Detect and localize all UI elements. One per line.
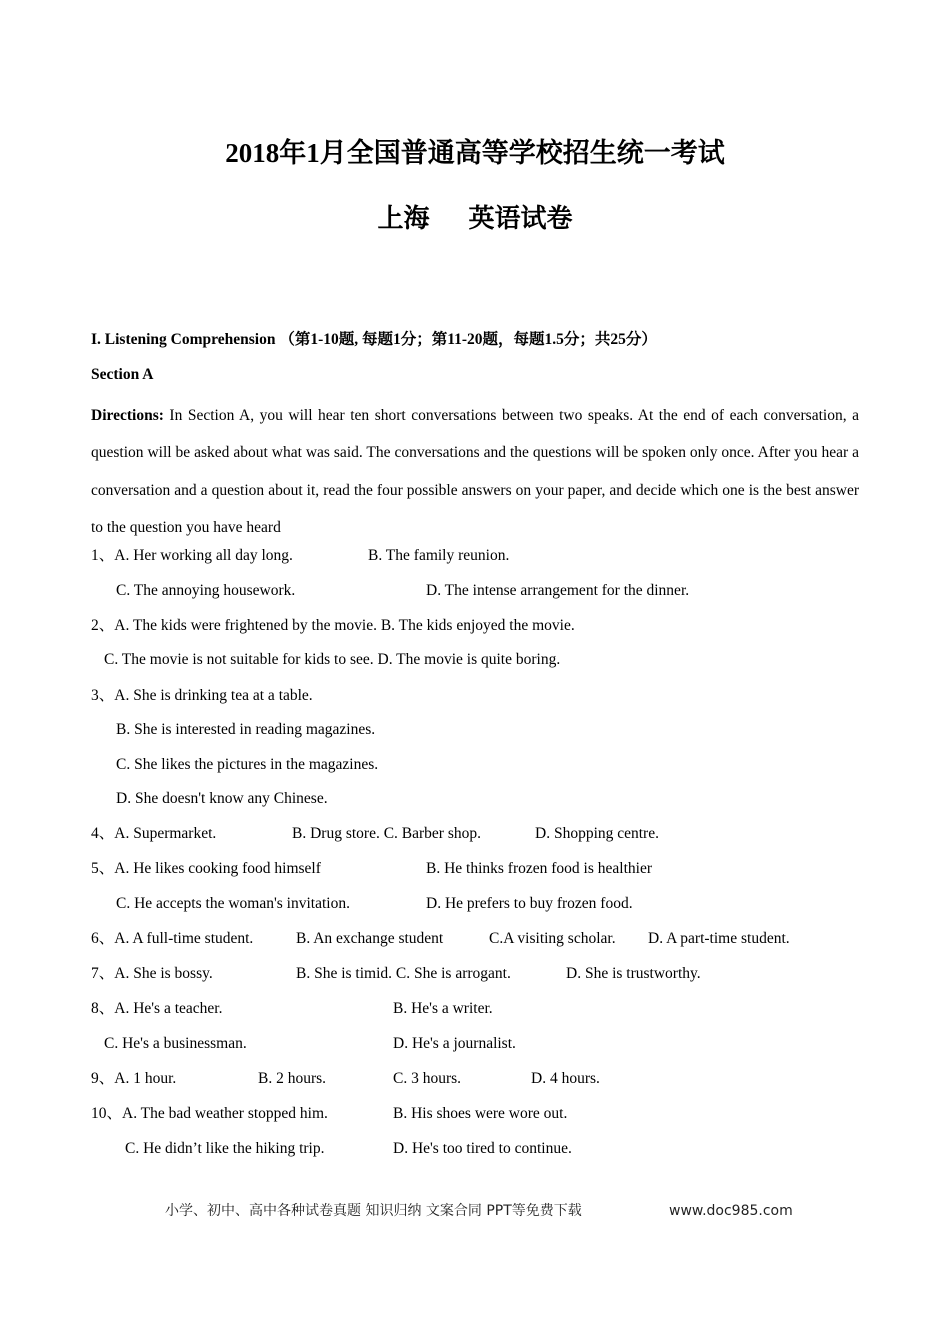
q6-option-b: B. An exchange student bbox=[296, 930, 444, 947]
directions-text: In Section A, you will hear ten short conversations between two speaks. At the end of each conversation, a question will be asked about what was said. The conversations and the questions will be spoken only once. After you hear a conversation and a question about it, read the four possible answers on your paper, and decide which one is the best answer to the question you have heard bbox=[91, 407, 859, 536]
q1-option-c: C. The annoying housework. bbox=[116, 582, 296, 599]
directions-paragraph bbox=[91, 397, 859, 546]
q3-option-b: B. She is interested in reading magazines. bbox=[116, 721, 376, 738]
q1-option-b: B. The family reunion. bbox=[368, 547, 510, 564]
q5-option-a: 5、A. He likes cooking food himself bbox=[91, 860, 321, 877]
q2-options-ab: 2、A. The kids were frightened by the movie. B. The kids enjoyed the movie. bbox=[91, 617, 575, 634]
q8-option-d: D. He's a journalist. bbox=[393, 1035, 516, 1052]
q6-option-d: D. A part-time student. bbox=[648, 930, 790, 947]
q5-option-c: C. He accepts the woman's invitation. bbox=[116, 895, 350, 912]
footer-url[interactable]: www.doc985.com bbox=[669, 1203, 793, 1219]
q4-options-bc: B. Drug store. C. Barber shop. bbox=[292, 825, 481, 842]
section-heading: I. Listening Comprehension （第1-10题, 每题1分；第11-20题，每题1.5分；共25分） bbox=[91, 331, 657, 348]
q7-option-d: D. She is trustworthy. bbox=[566, 965, 701, 982]
footer-promo-text: 小学、初中、高中各种试卷真题 知识归纳 文案合同 PPT等免费下载 bbox=[165, 1203, 582, 1219]
q9-option-b: B. 2 hours. bbox=[258, 1070, 327, 1087]
q3-option-a: 3、A. She is drinking tea at a table. bbox=[91, 687, 313, 704]
q5-option-d: D. He prefers to buy frozen food. bbox=[426, 895, 633, 912]
directions-label: Directions: bbox=[91, 407, 164, 424]
q1-option-d: D. The intense arrangement for the dinner. bbox=[426, 582, 690, 599]
q5-option-b: B. He thinks frozen food is healthier bbox=[426, 860, 652, 877]
q7-options-bc: B. She is timid. C. She is arrogant. bbox=[296, 965, 511, 982]
q8-option-b: B. He's a writer. bbox=[393, 1000, 493, 1017]
q8-option-c: C. He's a businessman. bbox=[104, 1035, 247, 1052]
q10-option-c: C. He didn’t like the hiking trip. bbox=[125, 1140, 325, 1157]
q3-option-c: C. She likes the pictures in the magazines. bbox=[116, 756, 379, 773]
q3-option-d: D. She doesn't know any Chinese. bbox=[116, 790, 328, 807]
q7-option-a: 7、A. She is bossy. bbox=[91, 965, 213, 982]
q4-option-a: 4、A. Supermarket. bbox=[91, 825, 217, 842]
q10-option-a: 10、A. The bad weather stopped him. bbox=[91, 1105, 328, 1122]
q10-option-d: D. He's too tired to continue. bbox=[393, 1140, 572, 1157]
q10-option-b: B. His shoes were wore out. bbox=[393, 1105, 568, 1122]
q2-options-cd: C. The movie is not suitable for kids to see. D. The movie is quite boring. bbox=[104, 651, 561, 668]
exam-subtitle: 上海 英语试卷 bbox=[377, 204, 573, 233]
exam-title: 2018年1月全国普通高等学校招生统一考试 bbox=[225, 138, 725, 168]
q4-option-d: D. Shopping centre. bbox=[535, 825, 659, 842]
q6-option-c: C.A visiting scholar. bbox=[489, 930, 616, 947]
q1-option-a: 1、A. Her working all day long. bbox=[91, 547, 293, 564]
q9-option-c: C. 3 hours. bbox=[393, 1070, 462, 1087]
q9-option-d: D. 4 hours. bbox=[531, 1070, 600, 1087]
q9-option-a: 9、A. 1 hour. bbox=[91, 1070, 177, 1087]
q8-option-a: 8、A. He's a teacher. bbox=[91, 1000, 223, 1017]
section-a-label: Section A bbox=[91, 366, 154, 383]
q6-option-a: 6、A. A full-time student. bbox=[91, 930, 254, 947]
